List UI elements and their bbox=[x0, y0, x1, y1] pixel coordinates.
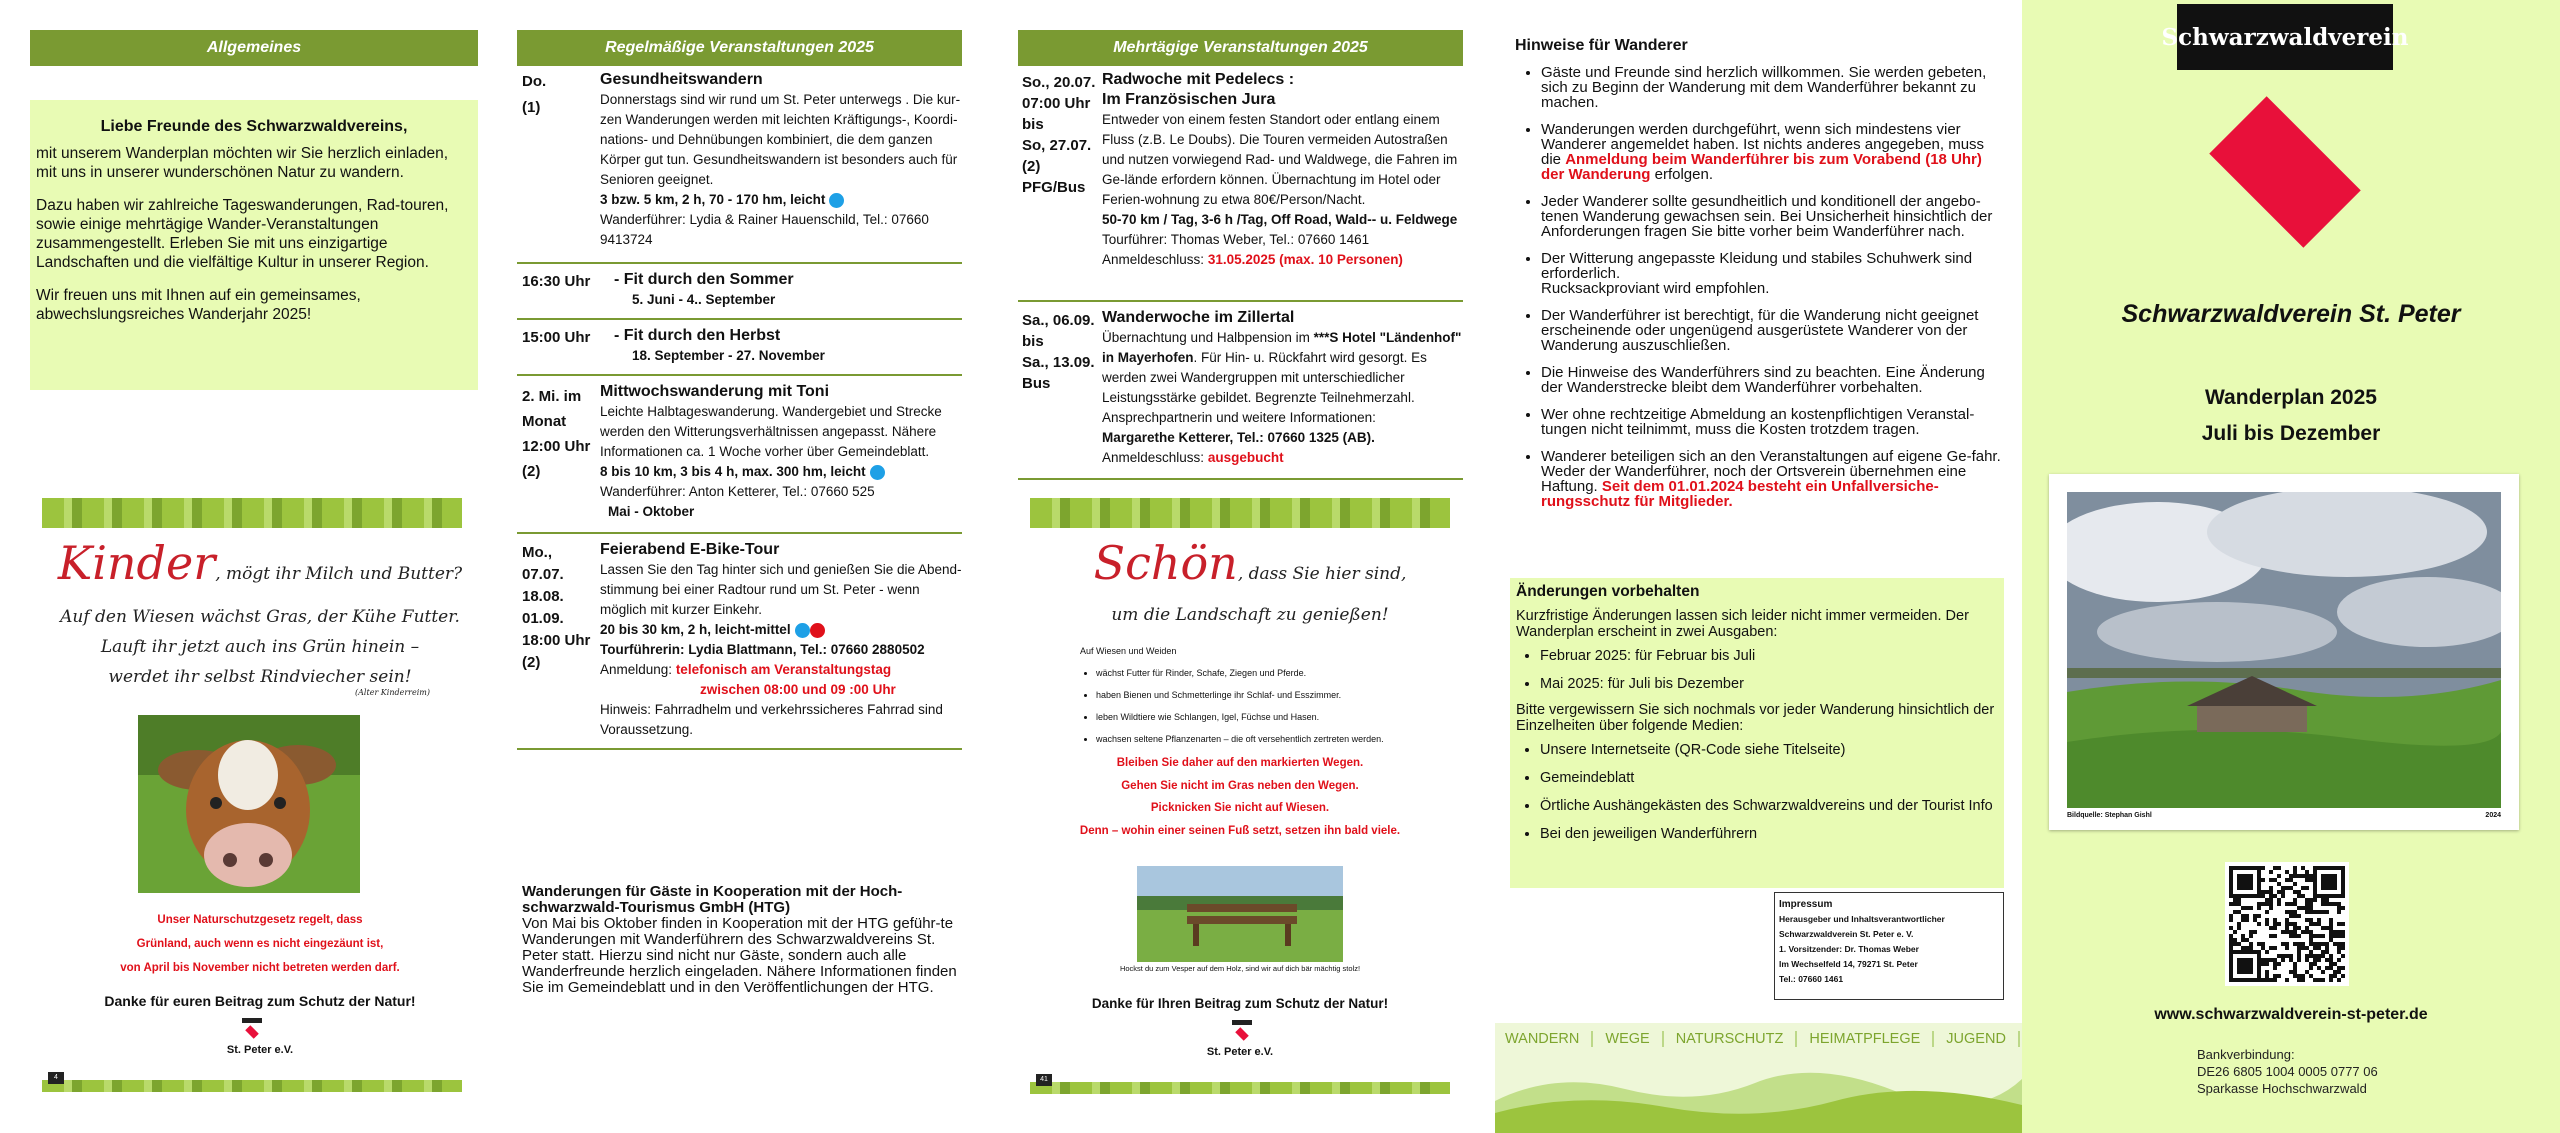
event-guide: Wanderführer: Anton Ketterer, Tel.: 07660 525 bbox=[600, 484, 875, 499]
separator bbox=[517, 532, 962, 534]
media-item: • Örtliche Aushängekästen des Schwarzwaldvereins und der Tourist Info bbox=[1540, 798, 1998, 814]
note-item: • Jeder Wanderer sollte gesundheitlich und konditionell der angebo-tenen Wanderung gewachsen sein. Bei Unsicherheit hinsichtlich der Anforderungen fragen Sie bitte vorher beim Wanderführer nach. bbox=[1541, 194, 2005, 239]
bench-image bbox=[1137, 866, 1343, 962]
event-desc: Entweder von einem festen Standort oder entlang einem Fluss (z.B. Le Doubs). Die Touren vermeiden Autostraßen und nutzen vorwiegend Rad- und Waldwege, die Fahren im Ge-lände erfordern können. Übernachtung im Hotel oder Ferien-wohnung zu etwa 80€/Person/Nacht. bbox=[1102, 112, 1458, 207]
poem-line-4: werdet ihr selbst Rindviecher sein! bbox=[108, 667, 412, 687]
impressum-line: Tel.: 07660 1461 bbox=[1779, 974, 1844, 984]
changes-title: Änderungen vorbehalten bbox=[1516, 583, 1700, 600]
event-date: So., 20.07. 07:00 Uhr bis So, 27.07. (2) PFG/Bus bbox=[1022, 74, 1096, 196]
media-item: • Bei den jeweiligen Wanderführern bbox=[1540, 826, 1998, 842]
intro-p2: Dazu haben wir zahlreiche Tageswanderungen, Rad-touren, sowie einige mehrtägige Wander-Veranstaltungen zusammengestellt. Erleben Sie mit uns einzigartige Landschaften und die vielfältige Kultur in unserer Region. bbox=[36, 197, 449, 271]
cover-photo-frame bbox=[2049, 474, 2519, 830]
event-date: 2. Mi. im Monat 12:00 Uhr (2) bbox=[522, 388, 591, 480]
thanks-line: Danke für Ihren Beitrag zum Schutz der Natur! bbox=[1091, 996, 1389, 1011]
intro-text bbox=[36, 144, 472, 324]
bank-line-3: Sparkasse Hochschwarzwald bbox=[2197, 1081, 2367, 1096]
page-number: 4 bbox=[48, 1072, 64, 1084]
edition-item: • Februar 2025: für Februar bis Juli bbox=[1540, 648, 1998, 664]
changes-text-2: Bitte vergewissern Sie sich nochmals vor jeder Wanderung hinsichtlich der Einzelheiten über folgende Medien: bbox=[1516, 702, 1995, 734]
kinder-rest: , mögt ihr Milch und Butter? bbox=[215, 564, 463, 584]
meadow-rules bbox=[1030, 752, 1450, 842]
note-item: • Gäste und Freunde sind herzlich willkommen. Sie werden gebeten, sich zu Beginn der Wanderung mit dem Wanderführer bekannt zu machen. bbox=[1541, 65, 2005, 110]
plan-title bbox=[2022, 380, 2560, 452]
footer-word: HEIMATPFLEGE bbox=[1797, 1031, 1934, 1047]
nature-law-1: Unser Naturschutzgesetz regelt, dass bbox=[157, 914, 363, 926]
media-item: • Unsere Internetseite (QR-Code siehe Titelseite) bbox=[1540, 742, 1998, 758]
bank-line-1: Bankverbindung: bbox=[2197, 1047, 2295, 1062]
event-guide: Tourführer: Thomas Weber, Tel.: 07660 1461 bbox=[1102, 232, 1370, 247]
club-title: Schwarzwaldverein St. Peter bbox=[2121, 300, 2461, 328]
intro-p1: mit unserem Wanderplan möchten wir Sie herzlich einladen, mit uns in unserer wunderschönen Natur zu wandern. bbox=[36, 145, 449, 181]
event-time: 16:30 Uhr bbox=[522, 273, 591, 290]
event-title: Mittwochswanderung mit Toni bbox=[600, 383, 830, 400]
difficulty-dot-red bbox=[810, 623, 825, 638]
event-title: Feierabend E-Bike-Tour bbox=[600, 541, 780, 558]
nature-law-2: Grünland, auch wenn es nicht eingezäunt ist, bbox=[136, 938, 384, 950]
event-guide: Margarethe Ketterer, Tel.: 07660 1325 (AB). bbox=[1102, 430, 1375, 445]
bank-line-2: DE26 6805 1004 0005 0777 06 bbox=[2197, 1064, 2378, 1079]
event-months: Mai - Oktober bbox=[608, 504, 695, 519]
footer-word: JUGEND bbox=[1934, 1031, 2020, 1047]
small-logo-text: St. Peter e.V. bbox=[226, 1044, 294, 1056]
poem-source: (Alter Kinderreim) bbox=[355, 688, 430, 697]
impressum-line: Im Wechselfeld 14, 79271 St. Peter bbox=[1779, 959, 1918, 969]
impressum-line: Schwarzwaldverein St. Peter e. V. bbox=[1779, 929, 1914, 939]
event-title: - Fit durch den Sommer bbox=[614, 271, 794, 288]
event-title: Gesundheitswandern bbox=[600, 71, 763, 88]
note-item: • Der Witterung angepasste Kleidung und stabiles Schuhwerk sind erforderlich. Rucksackproviant wird empfohlen. bbox=[1541, 251, 2005, 296]
footer-word: WEGE bbox=[1593, 1031, 1663, 1047]
impressum-box bbox=[1774, 892, 2004, 1000]
meadow-list-head: Auf Wiesen und Weiden bbox=[1080, 646, 1177, 656]
schwarzwaldverein-logo: Schwarzwaldverein bbox=[2177, 4, 2393, 70]
event-contact: Ansprechpartnerin und weitere Informationen: bbox=[1102, 410, 1376, 425]
edition-item: • Mai 2025: für Juli bis Dezember bbox=[1540, 676, 1998, 692]
difficulty-dot-blue bbox=[795, 623, 810, 638]
plan-name: Wanderplan 2025 bbox=[2205, 386, 2377, 409]
hiker-notes bbox=[1515, 38, 2005, 521]
impressum-line: 1. Vorsitzender: Dr. Thomas Weber bbox=[1779, 944, 1919, 954]
event-date: Mo., 07.07. 18.08. 01.09. 18:00 Uhr (2) bbox=[522, 544, 591, 671]
separator bbox=[517, 262, 962, 264]
intro-box bbox=[30, 100, 478, 390]
kinder-poem bbox=[40, 535, 480, 697]
notes-title: Hinweise für Wanderer bbox=[1515, 37, 1688, 54]
event-time: 15:00 Uhr bbox=[522, 329, 591, 346]
kinder-word: Kinder bbox=[57, 536, 216, 590]
separator bbox=[1018, 300, 1463, 302]
note-item: • Die Hinweise des Wanderführers sind zu beachten. Eine Änderung der Wanderstrecke bleibt dem Wanderführer vorbehalten. bbox=[1541, 365, 2005, 395]
changes-box bbox=[1510, 578, 2004, 888]
note-item: • Wanderungen werden durchgeführt, wenn sich mindestens vier Wanderer angemeldet haben. Ist nichts anderes angegeben, muss die Anmeldung beim Wanderführer bis zum Vorabend (18 Uhr) der Wanderung erfolgen. bbox=[1541, 122, 2005, 182]
nature-law-3: von April bis November nicht betreten werden darf. bbox=[120, 962, 400, 974]
poem-line-3: Lauft ihr jetzt auch ins Grün hinein – bbox=[100, 637, 420, 657]
nature-law-text bbox=[40, 908, 480, 980]
impressum-title: Impressum bbox=[1779, 899, 1833, 910]
schoen-word: Schön bbox=[1093, 536, 1238, 590]
event-deadline: Anmeldeschluss: ausgebucht bbox=[1102, 450, 1284, 465]
rule-3: Picknicken Sie nicht auf Wiesen. bbox=[1150, 802, 1330, 814]
event-title: Radwoche mit Pedelecs : bbox=[1102, 71, 1295, 88]
event-stats: 50-70 km / Tag, 3-6 h /Tag, Off Road, Wald-- u. Feldwege bbox=[1102, 212, 1458, 227]
qr-code-icon[interactable] bbox=[2225, 862, 2349, 986]
footer-word: NATURSCHUTZ bbox=[1664, 1031, 1798, 1047]
schoen-rest: , dass Sie hier sind, bbox=[1237, 564, 1407, 584]
thanks-line: Danke für euren Beitrag zum Schutz der Natur! bbox=[104, 993, 416, 1009]
htg-text: Von Mai bis Oktober finden in Kooperation mit der HTG geführ-te Wanderungen mit Wanderführern des Schwarzwaldvereins St. Peter statt. Hierzu sind nicht nur Gäste, sondern auch alle Wanderfreunde herzlich eingeladen. Nähere Informationen finden Sie im Gemeindeblatt und in den Veröffentlichungen der HTG. bbox=[522, 915, 957, 996]
poem-line-2: Auf den Wiesen wächst Gras, der Kühe Futter. bbox=[60, 607, 460, 627]
separator bbox=[1018, 478, 1463, 480]
event-registration: Anmeldung: telefonisch am Veranstaltungstag bbox=[600, 662, 892, 677]
event-desc: Donnerstags sind wir rund um St. Peter unterwegs . Die kur-zen Wanderungen werden mit leichten Kräftigungs-, Koordi-nations- und Dehnübungen kombiniert, die dem ganzen Körper gut tun. Gesundheitswandern ist besonders auch für Senioren geeignet. bbox=[600, 92, 961, 187]
event-hint: Hinweis: Fahrradhelm und verkehrssicheres Fahrrad sind Voraussetzung. bbox=[600, 702, 943, 737]
event-title: - Fit durch den Herbst bbox=[614, 327, 781, 344]
event-stats: 20 bis 30 km, 2 h, leicht-mittel bbox=[600, 620, 962, 640]
photo-year: 2024 bbox=[2485, 812, 2501, 819]
event-stats: 3 bzw. 5 km, 2 h, 70 - 170 hm, leicht bbox=[600, 190, 962, 210]
website-link[interactable]: www.schwarzwaldverein-st-peter.de bbox=[2154, 1006, 2428, 1023]
impressum-line: Herausgeber und Inhaltsverantwortlicher bbox=[1779, 914, 1945, 924]
event-title-2: Im Französischen Jura bbox=[1102, 91, 1276, 108]
meadow-list bbox=[1080, 640, 1460, 750]
bench-caption: Hockst du zum Vesper auf dem Holz, sind wir auf dich bär mächtig stolz! bbox=[1119, 964, 1361, 973]
section-header-regular: Regelmäßige Veranstaltungen 2025 bbox=[517, 30, 962, 66]
note-item: • Der Wanderführer ist berechtigt, für die Wanderung nicht geeignet erscheinende oder ungenügend ausgerüstete Wanderer von der Wanderung auszuschließen. bbox=[1541, 308, 2005, 353]
rule-4: Denn – wohin einer seinen Fuß setzt, setzen ihn bald viele. bbox=[1079, 824, 1401, 837]
separator bbox=[517, 374, 962, 376]
schoen-line-2: um die Landschaft zu genießen! bbox=[1111, 605, 1389, 625]
rule-1: Bleiben Sie daher auf den markierten Wegen. bbox=[1116, 757, 1364, 769]
separator bbox=[517, 748, 962, 750]
meadow-item: • leben Wildtiere wie Schlangen, Igel, Füchse und Hasen. bbox=[1096, 706, 1460, 728]
grass-footer bbox=[42, 1080, 462, 1092]
event-guide: Wanderführer: Lydia & Rainer Hauenschild, Tel.: 07660 9413724 bbox=[600, 212, 929, 247]
event-date: Sa., 06.09. bis Sa., 13.09. Bus bbox=[1022, 312, 1095, 392]
event-dates: 18. September - 27. November bbox=[632, 348, 825, 363]
difficulty-dot-blue bbox=[870, 465, 885, 480]
footer-word: WANDERN bbox=[1505, 1031, 1593, 1047]
event-registration-time: zwischen 08:00 und 09 :00 Uhr bbox=[700, 682, 896, 697]
hills-graphic bbox=[1495, 1061, 2022, 1133]
section-header-multiday: Mehrtägige Veranstaltungen 2025 bbox=[1018, 30, 1463, 66]
event-date: Do. (1) bbox=[522, 73, 547, 116]
difficulty-dot-blue bbox=[829, 193, 844, 208]
meadow-item: • wächst Futter für Rinder, Schafe, Ziegen und Pferde. bbox=[1096, 662, 1460, 684]
small-logo-icon bbox=[1228, 1020, 1256, 1044]
cow-image bbox=[138, 715, 360, 893]
event-desc: Lassen Sie den Tag hinter sich und genießen Sie die Abend-stimmung bei einer Radtour rund um St. Peter - wenn möglich mit kurzer Einkehr. bbox=[600, 562, 962, 617]
note-item: • Wer ohne rechtzeitige Abmeldung an kostenpflichtigen Veranstal-tungen nicht teilnimmt, muss die Kosten trotzdem tragen. bbox=[1541, 407, 2005, 437]
changes-text: Kurzfristige Änderungen lassen sich leider nicht immer vermeiden. Der Wanderplan erscheint in zwei Ausgaben: bbox=[1516, 608, 1969, 640]
event-guide: Tourführerin: Lydia Blattmann, Tel.: 07660 2880502 bbox=[600, 642, 925, 657]
note-item: • Wanderer beteiligen sich an den Veranstaltungen auf eigene Ge-fahr. Weder der Wanderführer, noch der Ortsverein übernehmen eine Haftung. Seit dem 01.01.2024 besteht ein Unfallversiche-rungsschutz für Mitglieder. bbox=[1541, 449, 2005, 509]
grass-banner bbox=[1030, 498, 1450, 528]
meadow-item: • haben Bienen und Schmetterlinge ihr Schlaf- und Esszimmer. bbox=[1096, 684, 1460, 706]
small-logo-text: St. Peter e.V. bbox=[1206, 1046, 1274, 1058]
event-stats: 8 bis 10 km, 3 bis 4 h, max. 300 hm, leicht bbox=[600, 462, 962, 482]
event-desc: Übernachtung und Halbpension im ***S Hotel "Ländenhof" in Mayerhofen. Für Hin- u. Rückfahrt wird gesorgt. Es werden zwei Wandergruppen mit unterschiedlicher Leistungsstärke gebildet. Begrenzte Teilnehmerzahl. bbox=[1102, 330, 1462, 405]
htg-title: Wanderungen für Gäste in Kooperation mit der Hoch-schwarzwald-Tourismus GmbH (HTG) bbox=[522, 883, 903, 916]
meadow-item: • wachsen seltene Pflanzenarten – die oft versehentlich zertreten werden. bbox=[1096, 728, 1460, 750]
event-desc: Leichte Halbtageswanderung. Wandergebiet und Strecke werden den Witterungsverhältnissen angepasst. Nähere Informationen ca. 1 Woche vorher über Gemeindeblatt. bbox=[600, 404, 942, 459]
plan-period: Juli bis Dezember bbox=[2201, 422, 2381, 445]
grass-footer bbox=[1030, 1082, 1450, 1094]
rule-2: Gehen Sie nicht im Gras neben den Wegen. bbox=[1121, 779, 1359, 792]
grass-banner bbox=[42, 498, 462, 528]
cover-photo bbox=[2067, 492, 2501, 808]
event-title: Wanderwoche im Zillertal bbox=[1102, 309, 1295, 326]
footer-band bbox=[1495, 1023, 2022, 1133]
event-dates: 5. Juni - 4.. September bbox=[632, 292, 776, 307]
page-number: 41 bbox=[1036, 1074, 1052, 1086]
intro-p3: Wir freuen uns mit Ihnen auf ein gemeinsames, abwechslungsreiches Wanderjahr 2025! bbox=[36, 287, 361, 323]
media-item: • Gemeindeblatt bbox=[1540, 770, 1998, 786]
schoen-text bbox=[1030, 535, 1470, 628]
separator bbox=[517, 318, 962, 320]
footer-words bbox=[1495, 1023, 2022, 1047]
event-deadline: Anmeldeschluss: 31.05.2025 (max. 10 Personen) bbox=[1102, 252, 1403, 267]
greeting: Liebe Freunde des Schwarzwaldvereins, bbox=[100, 118, 408, 135]
htg-section bbox=[522, 884, 962, 996]
small-logo-icon bbox=[238, 1018, 266, 1042]
photo-credit: Bildquelle: Stephan Gishl bbox=[2067, 812, 2152, 819]
bank-info bbox=[2197, 1046, 2378, 1097]
section-header-allgemeines: Allgemeines bbox=[30, 30, 478, 66]
